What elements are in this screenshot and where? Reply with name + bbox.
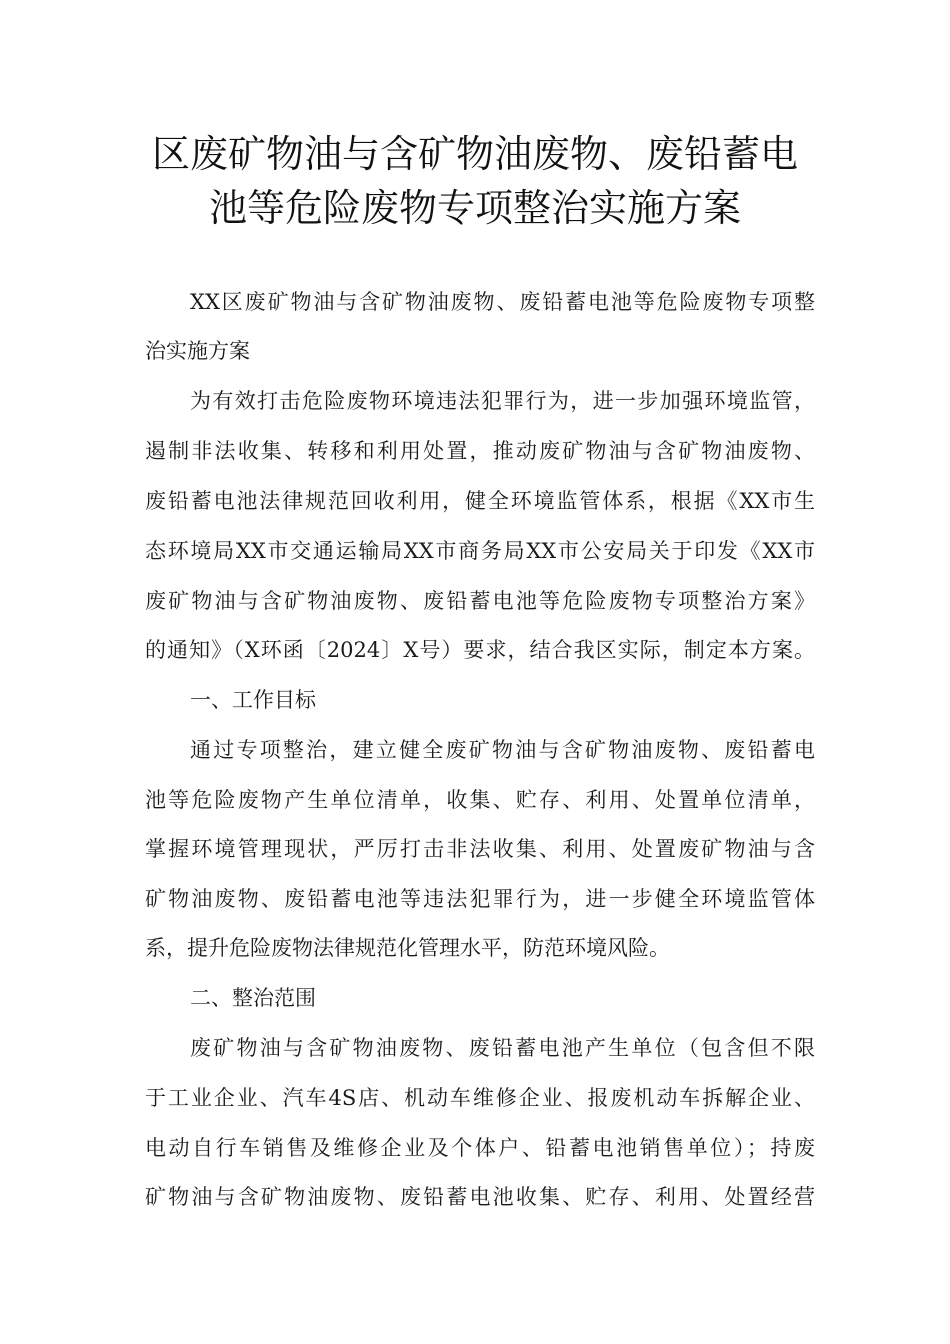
paragraph-line: 通过专项整治，建立健全废矿物油与含矿物油废物、废铅蓄电 xyxy=(190,738,815,762)
paragraph-line: 废矿物油与含矿物油废物、废铅蓄电池产生单位（包含但不限 xyxy=(190,1036,815,1060)
paragraph-line: 于工业企业、汽车4S店、机动车维修企业、报废机动车拆解企业、 xyxy=(145,1086,815,1110)
paragraph-line: 的通知》（X环函〔2024〕X号）要求，结合我区实际，制定本方案。 xyxy=(145,638,815,662)
section-heading: 二、整治范围 xyxy=(190,986,316,1010)
paragraph-line: 治实施方案 xyxy=(145,339,250,363)
paragraph-line: 系，提升危险废物法律规范化管理水平，防范环境风险。 xyxy=(145,936,670,960)
paragraph-line: 遏制非法收集、转移和利用处置，推动废矿物油与含矿物油废物、 xyxy=(145,439,815,463)
section-heading: 一、工作目标 xyxy=(190,688,316,712)
paragraph-line: 矿物油废物、废铅蓄电池等违法犯罪行为，进一步健全环境监管体 xyxy=(145,887,815,911)
document-title-line-1: 区废矿物油与含矿物油废物、废铅蓄电 xyxy=(151,132,798,176)
paragraph-line: 废铅蓄电池法律规范回收利用，健全环境监管体系，根据《XX市生 xyxy=(145,489,815,513)
paragraph-line: 态环境局XX市交通运输局XX市商务局XX市公安局关于印发《XX市 xyxy=(145,539,815,563)
paragraph-line: 电动自行车销售及维修企业及个体户、铅蓄电池销售单位）；持废 xyxy=(145,1136,815,1160)
paragraph-line: 掌握环境管理现状，严厉打击非法收集、利用、处置废矿物油与含 xyxy=(145,837,815,861)
paragraph-line: 矿物油与含矿物油废物、废铅蓄电池收集、贮存、利用、处置经营 xyxy=(145,1185,815,1209)
paragraph-line: 废矿物油与含矿物油废物、废铅蓄电池等危险废物专项整治方案》 xyxy=(145,589,815,613)
paragraph-line: 池等危险废物产生单位清单，收集、贮存、利用、处置单位清单， xyxy=(145,788,815,812)
paragraph-line: 为有效打击危险废物环境违法犯罪行为，进一步加强环境监管， xyxy=(190,389,815,413)
document-title-line-2: 池等危险废物专项整治实施方案 xyxy=(208,186,741,230)
paragraph-line: XX区废矿物油与含矿物油废物、废铅蓄电池等危险废物专项整 xyxy=(190,290,815,314)
